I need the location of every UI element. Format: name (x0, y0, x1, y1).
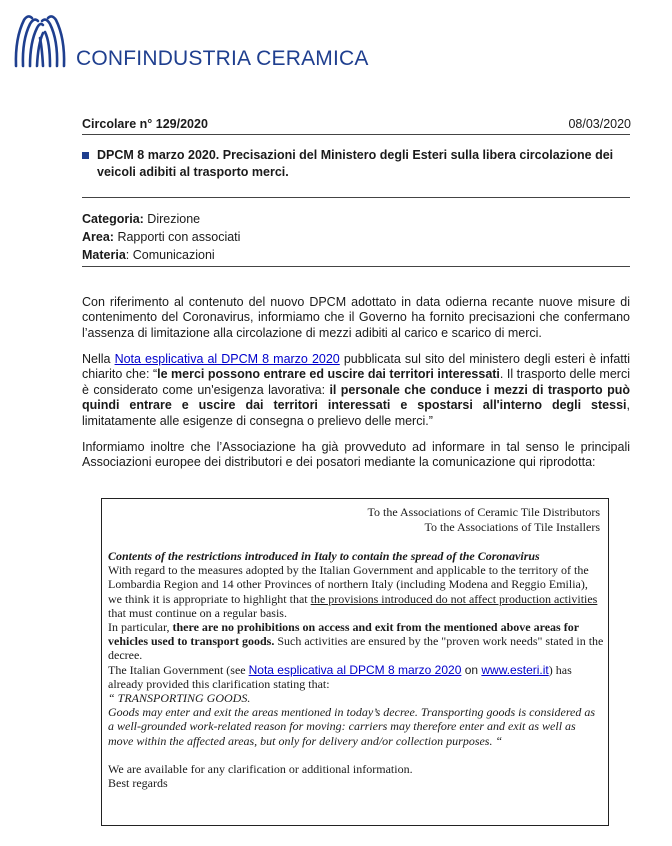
letter-quote-heading: “ TRANSPORTING GOODS. (108, 691, 251, 706)
letter-p1-a: With regard to the measures adopted by the Italian Government and applicable to the territory of the Lombardia Region and 14 other Provinces of northern Italy (including Modena and Reggio Emilia), we think it is appropriate to highlight that (108, 563, 589, 606)
letter-paragraph-1 (108, 563, 604, 620)
meta-materia-label: Materia (82, 248, 126, 262)
nota-esplicativa-link[interactable]: Nota esplicativa al DPCM 8 marzo 2020 (114, 352, 340, 366)
letter-p2-bold: there are no prohibitions on access and exit from the mentioned above areas for vehicles used to transport goods. (108, 620, 579, 649)
p2-bold-2: il personale che conduce i mezzi di trasporto può quindi entrare e uscire dai territori interessati e spostarsi all'interno degli stessi (82, 382, 630, 413)
letter-paragraph-3 (108, 663, 604, 691)
letter-recipient-1: To the Associations of Ceramic Tile Distributors (367, 505, 600, 519)
circular-subject: DPCM 8 marzo 2020. Precisazioni del Ministero degli Esteri sulla libera circolazione dei veicoli adibiti al trasporto merci. (97, 148, 614, 179)
circular-number: Circolare n° 129/2020 (82, 117, 208, 131)
subject-bullet-icon (82, 152, 89, 159)
letter-p2-b: Such activities are ensured by the "proven work needs" stated in the decree. (108, 634, 604, 663)
body-paragraph-3: Informiamo inoltre che l’Associazione ha già provveduto ad informare in tal senso le principali Associazioni europee dei distributori e dei posatori mediante la comunicazione qui riprodotta: (82, 440, 630, 470)
meta-categoria-label: Categoria: (82, 212, 144, 226)
letter-p1-underlined: the provisions introduced do not affect production activities (310, 591, 598, 606)
meta-categoria (82, 212, 200, 226)
p2-text-d: , limitatamente alle esigenze di consegna o prelievo delle merci.” (82, 398, 630, 428)
letter-nota-link[interactable]: Nota esplicativa al DPCM 8 marzo 2020 (248, 662, 462, 677)
letter-quote-body: Goods may enter and exit the areas mentioned in today’s decree. Transporting goods is considered as a well-grounded work-related reason for moving: carriers may therefore enter and exit as well as move within the affected areas, but only for delivery and/or collection purposes. “ (108, 705, 596, 748)
p2-text-c: . Il trasporto delle merci è considerato come un'esigenza lavorativa: (82, 367, 630, 397)
meta-categoria-value: Direzione (143, 212, 201, 226)
circular-date: 08/03/2020 (568, 117, 631, 131)
meta-area-label: Area: (82, 230, 114, 244)
p2-text-b: pubblicata sul sito del ministero degli esteri è infatti chiarito che: “ (82, 352, 630, 382)
letter-p1-b: that must continue on a regular basis. (108, 605, 287, 620)
meta-area (82, 230, 240, 244)
letter-recipient-2: To the Associations of Tile Installers (424, 520, 600, 534)
divider-subject (82, 197, 630, 198)
letter-closing-2: Best regards (108, 776, 168, 791)
letter-title: Contents of the restrictions introduced in Italy to contain the spread of the Coronavirus (108, 549, 540, 563)
letter-p2-a: In particular, (108, 620, 173, 635)
letter-spacer (108, 748, 604, 762)
body-paragraph-1: Con riferimento al contenuto del nuovo DPCM adottato in data odierna recante nuove misure di contenimento del Coronavirus, informiamo che il Governo ha fornito precisazioni che confermano l’assenza di limitazione alla circolazione di mezzi adibiti al carico e scarico di merci. (82, 295, 630, 340)
letter-body (108, 549, 604, 790)
letter-p3-b: ) has already provided this clarification stating that: (108, 662, 572, 691)
divider-top (82, 134, 630, 135)
divider-meta (82, 266, 630, 267)
meta-materia (82, 248, 215, 262)
letter-box (101, 498, 609, 826)
p2-bold-1: le merci possono entrare ed uscire dai territori interessati (157, 367, 500, 382)
letter-closing-1: We are available for any clarification or additional information. (108, 761, 413, 776)
p2-text-a: Nella (82, 352, 115, 366)
brand-name: CONFINDUSTRIA CERAMICA (76, 47, 369, 70)
letter-esteri-link[interactable]: www.esteri.it (481, 662, 549, 677)
letter-paragraph-2 (108, 620, 604, 663)
letter-p3-on: on (461, 662, 482, 677)
letter-p3-a: The Italian Government (see (108, 662, 249, 677)
meta-materia-value: : Comunicazioni (125, 248, 215, 262)
body-paragraph-2 (82, 352, 630, 429)
meta-area-value: Rapporti con associati (113, 230, 241, 244)
confindustria-logo-icon (10, 8, 70, 70)
